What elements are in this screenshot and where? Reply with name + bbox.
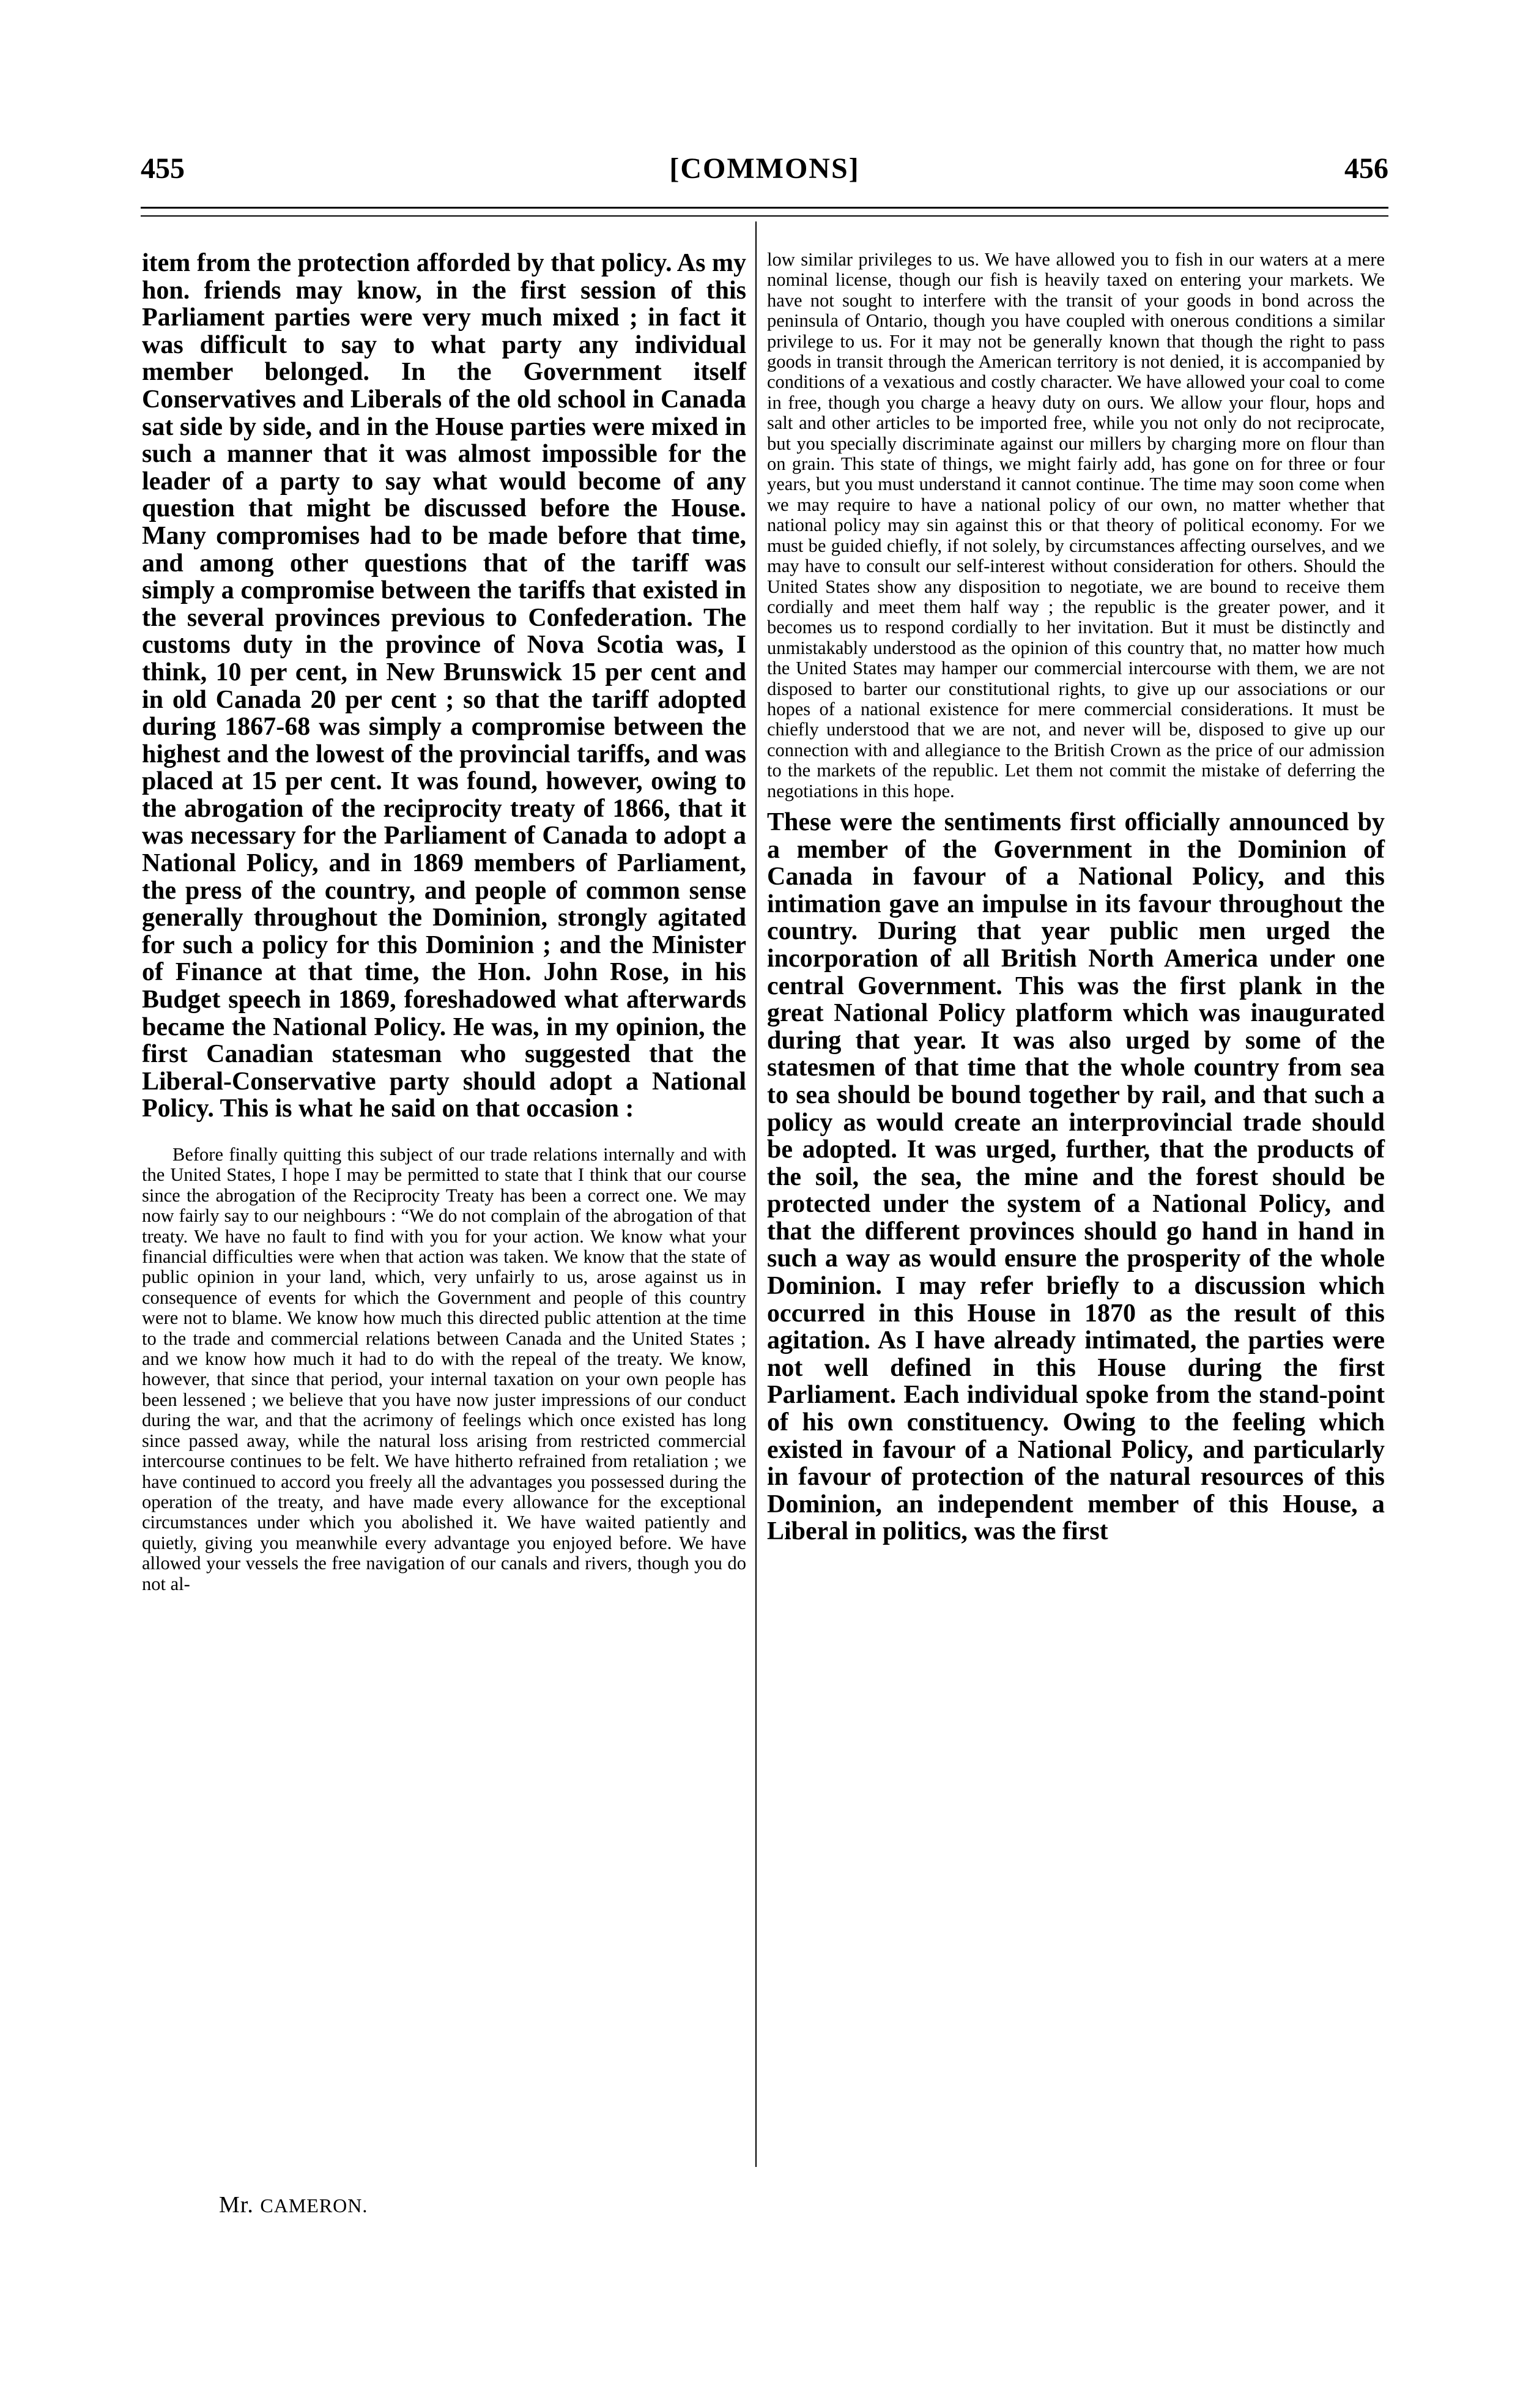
header-rule-thick <box>141 207 1388 209</box>
speech-paragraph-continued: These were the sentiments first officially announced by a member of the Government in the Dominion of Canada in favour of a National Policy, and this intimation gave an impulse in its favour throughout the country. During that year public men urged the incorporation of all British North America under one central Government. This was the first plank in the great National Policy platform which was inaugurated during that year. It was also urged by some of the statesmen of that time that the whole country from sea to sea should be bound together by rail, and that such a policy as would create an interprovincial trade should be adopted. It was urged, further, that the products of the soil, the sea, the mine and the forest should be protected under the system of a National Policy, and that the different provinces should go hand in hand in such a way as would ensure the prosperity of the whole Dominion. I may refer briefly to a discussion which occurred in this House in 1870 as the result of this agitation. As I have already intimated, the parties were not well defined in this House during the first Parliament. Each individual spoke from the stand-point of his own constituency. Owing to the feeling which existed in favour of a National Policy, and particularly in favour of protection of the natural resources of this Dominion, an independent member of this House, a Liberal in politics, was the first <box>767 808 1385 1546</box>
page-title: [COMMONS] <box>669 152 860 185</box>
right-column <box>767 250 1385 1545</box>
quoted-passage-continued: low similar privileges to us. We have allowed you to fish in our waters at a mere nominal license, though our fish is heavily taxed on entering your markets. We have not sought to interfere with the transit of your goods in bond across the peninsula of Ontario, though you have coupled with onerous conditions a similar privilege to us. For it may not be generally known that though the right to pass goods in transit through the American territory is not denied, it is accompanied by conditions of a vexatious and costly character. We have allowed your coal to come in free, though you charge a heavy duty on ours. We allow your flour, hops and salt and other articles to be imported free, while you not only do not reciprocate, but you specially discriminate against our millers by charging more on flour than on grain. This state of things, we might fairly add, has gone on for three or four years, but you must understand it cannot continue. The time may soon come when we may require to have a national policy of our own, no matter whether that national policy may sin against this or that theory of political economy. For we must be guided chiefly, if not solely, by circumstances affecting ourselves, and we may have to consult our self-interest without consideration for others. Should the United States show any disposition to negotiate, we are bound to receive them cordially and meet them half way ; the republic is the greater power, and it becomes us to respond cordially to her invitation. But it must be distinctly and unmistakably understood as the opinion of this country that, no matter how much the United States may hamper our commercial intercourse with them, we are not disposed to barter our constitutional rights, to give up our associations or our hopes of a national existence for mere commercial considerations. It must be chiefly understood that we are not, and never will be, disposed to give up our connection with and allegiance to the British Crown as the price of our admission to the markets of the republic. Let them not commit the mistake of deferring the negotiations in this hope. <box>767 249 1385 801</box>
page-number-left: 455 <box>141 152 185 185</box>
quoted-passage: Before finally quitting this subject of our trade relations internally and with the United States, I hope I may be permitted to state that I think that our course since the abrogation of the Reciprocity Treaty has been a correct one. We may now fairly say to our neighbours : “We do not complain of the abrogation of that treaty. We have no fault to find with you for your action. We know what your financial difficulties were when that action was taken. We know that the state of public opinion in your land, which, very unfairly to us, arose against us in consequence of events for which the Government and people of this country were not to blame. We know how much this directed public attention at the time to the trade and commercial relations between Canada and the United States ; and we know how much it had to do with the repeal of the treaty. We know, however, that since that period, your internal taxation on your own people has been lessened ; we believe that you have now juster impressions of our conduct during the war, and that the acrimony of feelings which once existed has long since passed away, while the natural loss arising from restricted commercial intercourse continues to be felt. We have hitherto refrained from retaliation ; we have continued to accord you freely all the advantages you possessed during the operation of the treaty, and have made every allowance for the exceptional circumstances under which you abolished it. We have waited patiently and quietly, giving you meanwhile every advantage you enjoyed before. We have allowed your vessels the free navigation of our canals and rivers, though you do not al- <box>142 1144 746 1594</box>
speech-paragraph: item from the protection afforded by that policy. As my hon. friends may know, in the first session of this Parliament parties were very much mixed ; in fact it was difficult to say to what party any individual member belonged. In the Government itself Conservatives and Liberals of the old school in Canada sat side by side, and in the House parties were mixed in such a manner that it was almost impossible for the leader of a party to say what would become of any question that might be discussed before the House. Many compromises had to be made before that time, and among other questions that of the tariff was simply a compromise between the tariffs that existed in the several provinces previous to Confederation. The customs duty in the province of Nova Scotia was, I think, 10 per cent, in New Brunswick 15 per cent and in old Canada 20 per cent ; so that the tariff adopted during 1867-68 was simply a compromise between the highest and the lowest of the provincial tariffs, and was placed at 15 per cent. It was found, however, owing to the abrogation of the reciprocity treaty of 1866, that it was necessary for the Parliament of Canada to adopt a National Policy, and in 1869 members of Parliament, the press of the country, and people of common sense generally throughout the Dominion, strongly agitated for such a policy for this Dominion ; and the Minister of Finance at that time, the Hon. John Rose, in his Budget speech in 1869, foreshadowed what afterwards became the National Policy. He was, in my opinion, the first Canadian statesman who suggested that the Liberal-Conservative party should adopt a National Policy. This is what he said on that occasion : <box>142 249 746 1123</box>
speaker-name: CAMERON. <box>260 2194 368 2217</box>
column-divider <box>755 221 757 2167</box>
page-header <box>141 152 1388 195</box>
page-number-right: 456 <box>1344 152 1388 185</box>
speaker-prefix: Mr. <box>219 2192 261 2218</box>
speaker-signature <box>219 2191 368 2218</box>
header-rule-thin <box>141 215 1388 217</box>
left-column <box>142 250 746 1594</box>
